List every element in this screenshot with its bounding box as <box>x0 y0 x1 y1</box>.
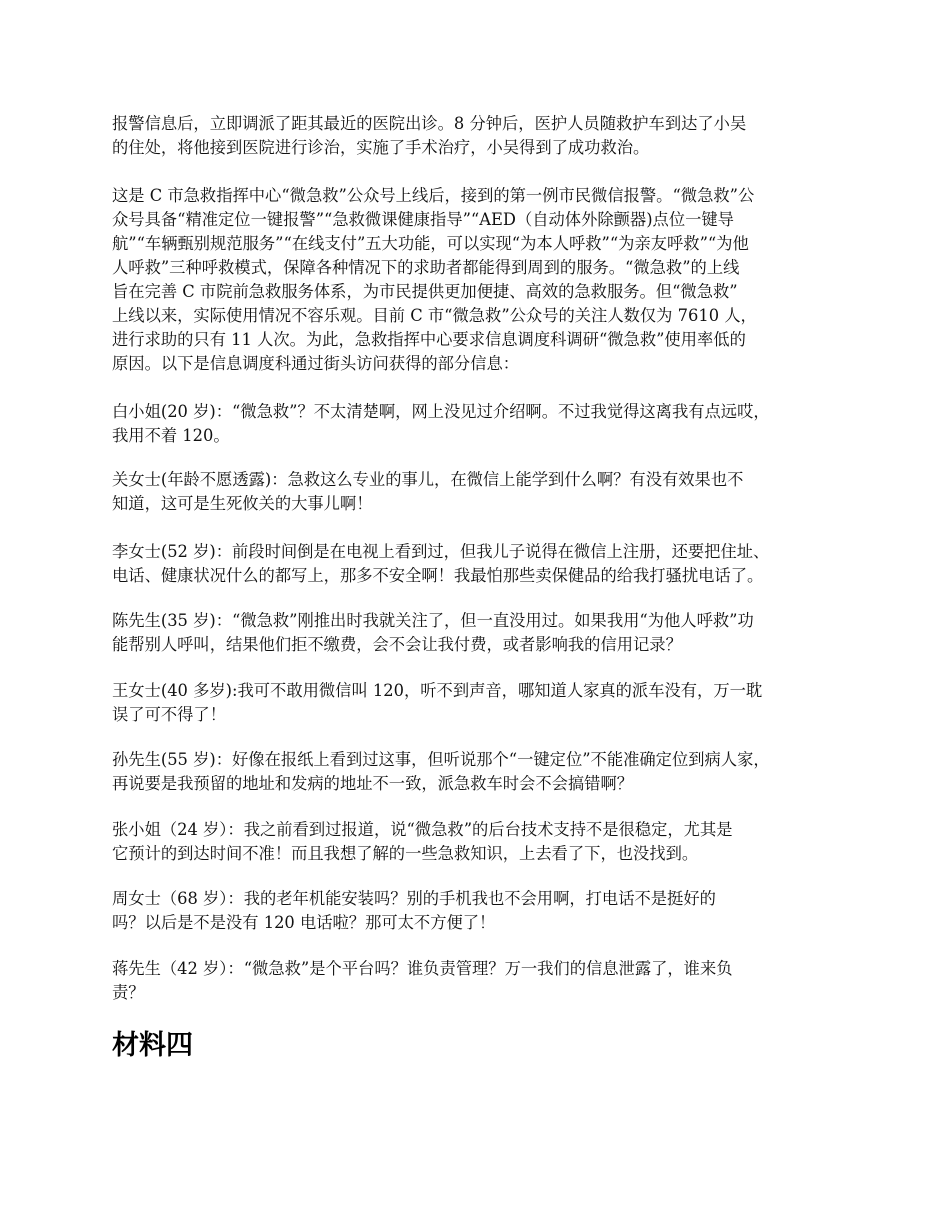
interview-mr-chen <box>112 609 842 657</box>
interview-ms-zhou <box>112 887 842 935</box>
text-line: 陈先生(35 岁)：“微急救”刚推出时我就关注了，但一直没用过。如果我用“为他人呼救”功 <box>112 611 754 630</box>
text-line: 吗？以后是不是没有 120 电话啦？那可太不方便了！ <box>112 913 496 932</box>
text-line: 报警信息后，立即调派了距其最近的医院出诊。8 分钟后，医护人员随救护车到达了小吴 <box>112 114 747 133</box>
text-line: 进行求助的只有 11 人次。为此，急救指挥中心要求信息调度科调研“微急救”使用率低的 <box>112 330 746 349</box>
text-line: 的住处，将他接到医院进行诊治，实施了手术治疗，小吴得到了成功救治。 <box>112 138 650 157</box>
paragraph-rescue-outcome <box>112 112 842 160</box>
interview-ms-wang <box>112 679 842 727</box>
text-line: 上线以来，实际使用情况不容乐观。目前 C 市“微急救”公众号的关注人数仅为 7610 人， <box>112 306 757 325</box>
text-line: 众号具备“精准定位一键报警”“急救微课健康指导”“AED（自动体外除颤器)点位一键导 <box>112 210 734 229</box>
interview-ms-li <box>112 540 842 588</box>
text-line: 白小姐(20 岁)：“微急救”？不太清楚啊，网上没见过介绍啊。不过我觉得这离我有点远哎， <box>112 402 770 421</box>
text-line: 孙先生(55 岁)：好像在报纸上看到过这事，但听说那个“一键定位”不能准确定位到病人家， <box>112 750 770 769</box>
text-line: 误了可不得了！ <box>112 705 226 724</box>
section-heading: 材料四 <box>112 1030 193 1061</box>
paragraph-micro-first-aid-intro <box>112 184 842 376</box>
text-line: 周女士（68 岁）：我的老年机能安装吗？别的手机我也不会用啊，打电话不是挺好的 <box>112 889 716 908</box>
text-line: 蒋先生（42 岁）：“微急救”是个平台吗？谁负责管理？万一我们的信息泄露了，谁来负 <box>112 959 733 978</box>
interview-mr-sun <box>112 748 842 796</box>
text-line: 人呼救”三种呼救模式，保障各种情况下的求助者都能得到周到的服务。“微急救”的上线 <box>112 258 740 277</box>
text-line: 王女士(40 多岁):我可不敢用微信叫 120，听不到声音，哪知道人家真的派车没有，万一耽 <box>112 681 763 700</box>
text-line: 它预计的到达时间不准！而且我想了解的一些急救知识，上去看了下，也没找到。 <box>112 844 699 863</box>
interview-ms-bai <box>112 400 842 448</box>
text-line: 电话、健康状况什么的都写上，那多不安全啊！我最怕那些卖保健品的给我打骚扰电话了。 <box>112 566 764 585</box>
text-line: 李女士(52 岁)：前段时间倒是在电视上看到过，但我儿子说得在微信上注册，还要把住址、 <box>112 542 770 561</box>
text-line: 知道，这可是生死攸关的大事儿啊！ <box>112 494 373 513</box>
text-line: 再说要是我预留的地址和发病的地址不一致，派急救车时会不会搞错啊？ <box>112 774 634 793</box>
text-line: 原因。以下是信息调度科通过街头访问获得的部分信息： <box>112 354 520 373</box>
text-line: 这是 C 市急救指挥中心“微急救”公众号上线后，接到的第一例市民微信报警。“微急救”公 <box>112 186 755 205</box>
interview-mr-jiang <box>112 957 842 1005</box>
text-line: 我用不着 120。 <box>112 426 230 445</box>
text-line: 旨在完善 C 市院前急救服务体系，为市民提供更加便捷、高效的急救服务。但“微急救” <box>112 282 738 301</box>
text-line: 航”“车辆甄别规范服务”“在线支付”五大功能，可以实现“为本人呼救”“为亲友呼救”“为他 <box>112 234 749 253</box>
text-line: 责？ <box>112 983 145 1002</box>
interview-ms-guan <box>112 468 842 516</box>
text-line: 张小姐（24 岁）：我之前看到过报道，说“微急救”的后台技术支持不是很稳定，尤其是 <box>112 820 733 839</box>
text-line: 关女士(年龄不愿透露)：急救这么专业的事儿，在微信上能学到什么啊？有没有效果也不 <box>112 470 744 489</box>
interview-ms-zhang <box>112 818 842 866</box>
text-line: 能帮别人呼叫，结果他们拒不缴费，会不会让我付费，或者影响我的信用记录？ <box>112 635 682 654</box>
